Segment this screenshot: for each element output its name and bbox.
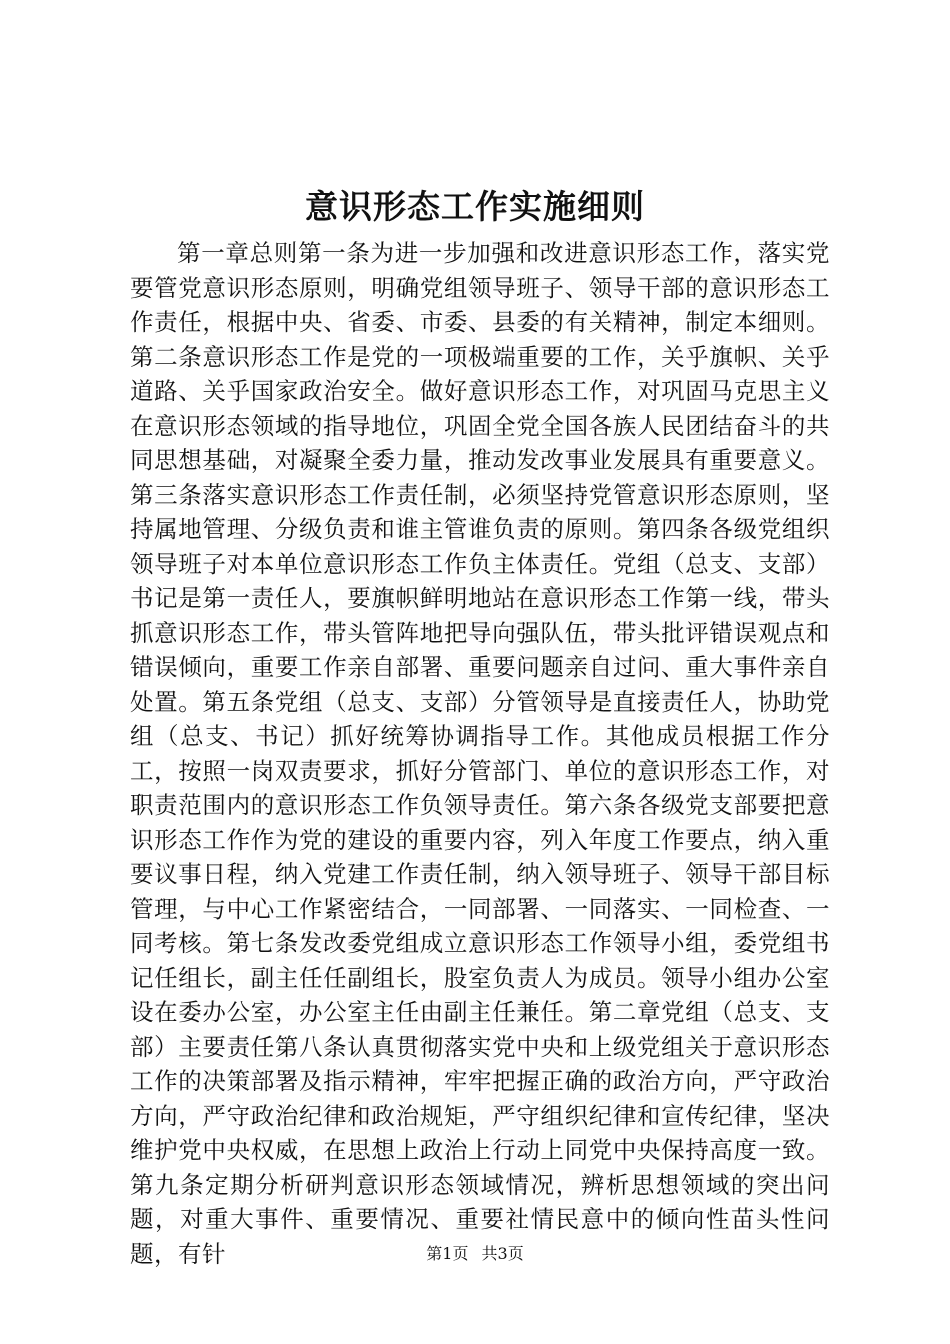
page-footer — [0, 1243, 950, 1265]
page-number: 第1页 — [426, 1244, 469, 1263]
document-title: 意识形态工作实施细则 — [305, 187, 645, 226]
page-total: 共3页 — [481, 1244, 524, 1263]
document-body-text: 第一章总则第一条为进一步加强和改进意识形态工作，落实党要管党意识形态原则，明确党组领导班子、领导干部的意识形态工作责任，根据中央、省委、市委、县委的有关精神，制定本细则。第二条意识形态工作是党的一项极端重要的工作，关乎旗帜、关乎道路、关乎国家政治安全。做好意识形态工作，对巩固马克思主义在意识形态领域的指导地位，巩固全党全国各族人民团结奋斗的共同思想基础，对凝聚全委力量，推动发改事业发展具有重要意义。第三条落实意识形态工作责任制，必须坚持党管意识形态原则，坚持属地管理、分级负责和谁主管谁负责的原则。第四条各级党组织领导班子对本单位意识形态工作负主体责任。党组（总支、支部）书记是第一责任人，要旗帜鲜明地站在意识形态工作第一线，带头抓意识形态工作，带头管阵地把导向强队伍，带头批评错误观点和错误倾向，重要工作亲自部署、重要问题亲自过问、重大事件亲自处置。第五条党组（总支、支部）分管领导是直接责任人，协助党组（总支、书记）抓好统筹协调指导工作。其他成员根据工作分工，按照一岗双责要求，抓好分管部门、单位的意识形态工作，对职责范围内的意识形态工作负领导责任。第六条各级党支部要把意识形态工作作为党的建设的重要内容，列入年度工作要点，纳入重要议事日程，纳入党建工作责任制，纳入领导班子、领导干部目标管理，与中心工作紧密结合，一同部署、一同落实、一同检查、一同考核。第七条发改委党组成立意识形态工作领导小组，委党组书记任组长，副主任任副组长，股室负责人为成员。领导小组办公室设在委办公室，办公室主任由副主任兼任。第二章党组（总支、支部）主要责任第八条认真贯彻落实党中央和上级党组关于意识形态工作的决策部署及指示精神，牢牢把握正确的政治方向，严守政治方向，严守政治纪律和政治规矩，严守组织纪律和宣传纪律，坚决维护党中央权威，在思想上政治上行动上同党中央保持高度一致。第九条定期分析研判意识形态领域情况，辨析思想领域的突出问题，对重大事件、重要情况、重要社情民意中的倾向性苗头性问题，有针 — [130, 239, 830, 1268]
